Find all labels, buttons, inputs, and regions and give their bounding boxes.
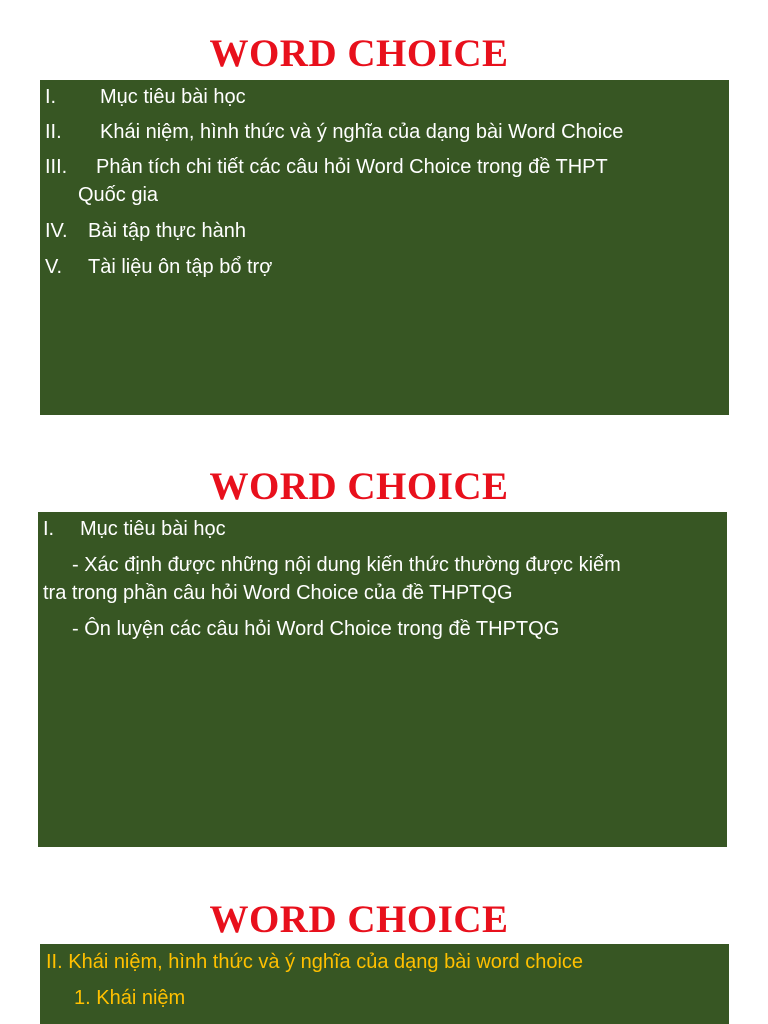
slide-2-panel bbox=[38, 512, 727, 847]
slide-1-title: WORD CHOICE bbox=[209, 32, 509, 75]
toc-item-2-text: Khái niệm, hình thức và ý nghĩa của dạng bài Word Choice bbox=[100, 121, 624, 143]
toc-item-3-continuation: Quốc gia bbox=[78, 184, 159, 206]
toc-item-4-text: Bài tập thực hành bbox=[88, 220, 246, 242]
section-heading-num: I. bbox=[43, 518, 55, 540]
slide-1-panel bbox=[40, 80, 729, 415]
toc-item-5-num: V. bbox=[45, 256, 63, 278]
section-2-heading: II. Khái niệm, hình thức và ý nghĩa của dạng bài word choice bbox=[46, 951, 584, 973]
toc-item-3-text: Phân tích chi tiết các câu hỏi Word Choice trong đề THPT bbox=[96, 156, 608, 178]
objective-bullet-1-line-1: - Xác định được những nội dung kiến thức thường được kiểm bbox=[72, 554, 621, 576]
toc-item-1-num: I. bbox=[45, 86, 57, 108]
toc-item-3-num: III. bbox=[45, 156, 68, 178]
objective-bullet-1-line-2: tra trong phần câu hỏi Word Choice của đề THPTQG bbox=[43, 582, 513, 604]
objective-bullet-2: - Ôn luyện các câu hỏi Word Choice trong đề THPTQG bbox=[72, 618, 560, 640]
slide-2-title: WORD CHOICE bbox=[209, 465, 509, 508]
toc-item-1-text: Mục tiêu bài học bbox=[100, 86, 246, 108]
slide-3-title: WORD CHOICE bbox=[209, 898, 509, 941]
toc-item-2-num: II. bbox=[45, 121, 62, 143]
toc-item-4-num: IV. bbox=[45, 220, 68, 242]
toc-item-5-text: Tài liệu ôn tập bổ trợ bbox=[88, 256, 273, 278]
slide-3-panel bbox=[40, 944, 729, 1024]
subsection-1-heading: 1. Khái niệm bbox=[74, 987, 186, 1009]
section-heading-text: Mục tiêu bài học bbox=[80, 518, 226, 540]
